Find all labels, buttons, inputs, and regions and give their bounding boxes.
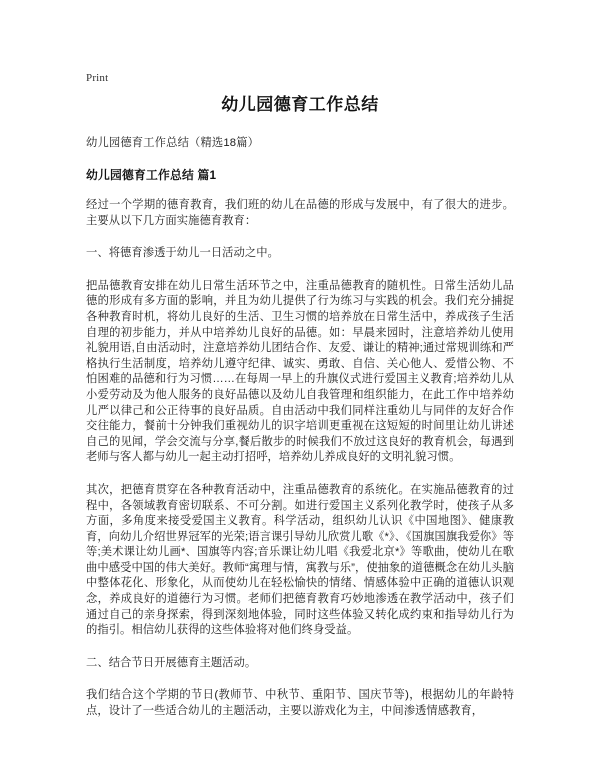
body-paragraph: 我们结合这个学期的节日(教师节、中秋节、重阳节、国庆节等)，根据幼儿的年龄特点，设计了一些适合幼儿的主题活动，主要以游戏化为主，中间渗透情感教育， [86,689,514,718]
body-paragraph: 一、将德育渗透于幼儿一日活动之中。 [86,247,279,260]
body-paragraph: 把品德教育安排在幼儿日常生活环节之中，注重品德教育的随机性。日常生活幼儿品德的形成有多方面的影响，并且为幼儿提供了行为练习与实践的机会。我们充分捕捉各种教育时机，将幼儿良好的生活、卫生习惯的培养放在日常生活中，养成孩子生活自理的初步能力，并从中培养幼儿良好的品德。如：早晨来园时，注意培养幼儿使用礼貌用语,自由活动时，注意培养幼儿团结合作、友爱、谦让的精神;通过常规训练和严格执行生活制度，培养幼儿遵守纪律、诚实、勇敢、自信、关心他人、爱惜公物、不怕困难的品德和行为习惯……在每周一早上的升旗仪式进行爱国主义教育;培养幼儿从小爱劳动及为他人服务的良好品德以及幼儿自我管理和组织能力，在此工作中培养幼儿严以律己和公正待事的良好品质。自由活动中我们同样注重幼儿与同伴的友好合作交往能力，餐前十分钟我们重视幼儿的识字培训更重视在这短短的时间里让幼儿讲述自己的见闻，学会交流与分享,餐后散步的时候我们不放过这良好的教育机会，每遇到老师与客人都与幼儿一起主动打招呼，培养幼儿养成良好的文明礼貌习惯。 [86,279,514,464]
page-title: 幼儿园德育工作总结 [221,95,379,114]
body-paragraph: 二、结合节日开展德育主题活动。 [86,656,257,669]
body-paragraph: 经过一个学期的德育教育，我们班的幼儿在品德的形成与发展中，有了很大的进步。主要从以下几方面实施德育教育： [86,199,514,227]
body-paragraph: 其次，把德育贯穿在各种教育活动中，注重品德教育的系统化。在实施品德教育的过程中，各领域教育密切联系、不可分割。如进行爱国主义系列化教学时，使孩子从多方面，多角度来接受爱国主义教育。科学活动，组织幼儿认识《中国地图》、健康教育，向幼儿介绍世界冠军的光荣;语言课引导幼儿欣赏儿歌《*》、《国旗国旗我爱你》等等;美术课让幼儿画*、国旗等内容;音乐课让幼儿唱《我爱北京*》等歌曲，使幼儿在歌曲中感受中国的伟大美好。教师“寓理与情，寓教与乐”，使抽象的道德概念在幼儿头脑中整体花化、形象化，从而使幼儿在轻松愉快的情绪、情感体验中正确的道德认识观念，养成良好的道德行为习惯。老师们把德育教育巧妙地渗透在教学活动中，孩子们通过自己的亲身探索，得到深刻地体验，同时这些体验又转化成约束和指导幼儿行为的指引。相信幼儿获得的这些体验将对他们终身受益。 [86,483,514,637]
section-heading: 幼儿园德育工作总结 篇1 [86,168,217,182]
document-subtitle: 幼儿园德育工作总结（精选18篇） [86,137,260,149]
print-link[interactable]: Print [86,72,109,84]
document-content [86,93,514,720]
